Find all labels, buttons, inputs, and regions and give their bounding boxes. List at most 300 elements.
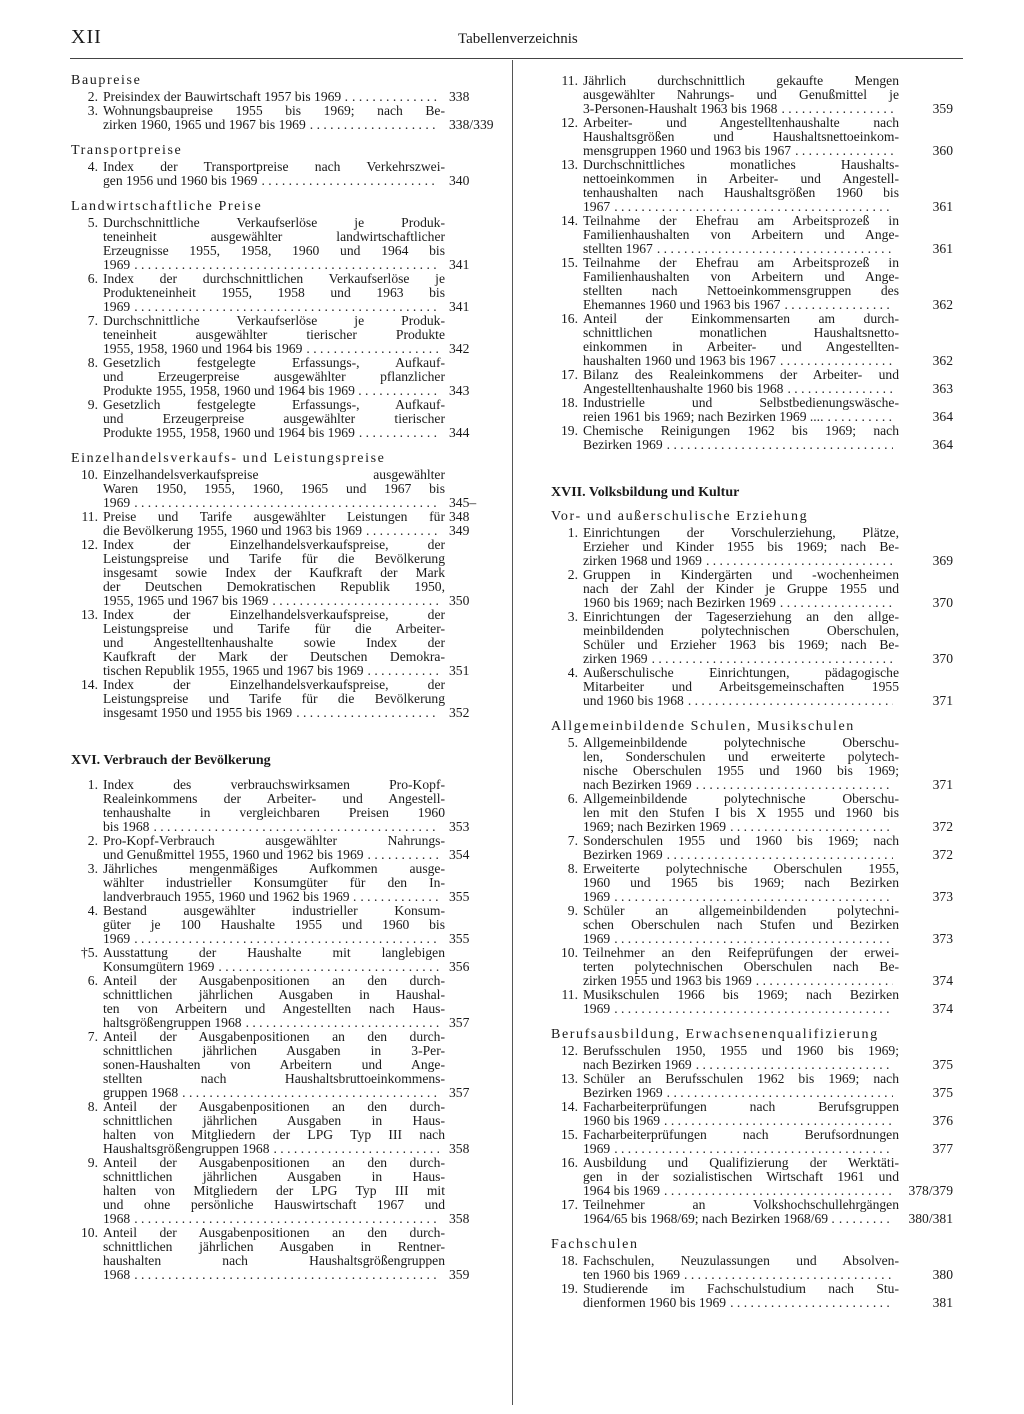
toc-group	[71, 73, 494, 132]
leader-dots	[134, 1212, 439, 1226]
leader-dots	[706, 554, 893, 568]
entry-number: 4.	[87, 159, 98, 174]
entry-number: 4.	[87, 903, 98, 918]
entry-title-line: ten von Arbeitern und Angestellten nach Haus-	[103, 1001, 445, 1016]
group-heading: Allgemeinbildende Schulen, Musikschulen	[551, 719, 855, 734]
entry-title-text: Preisindex der Bauwirtschaft 1957 bis 1969 .	[103, 89, 349, 104]
entry-title-line: schnittlichen jährlichen Ausgaben in Rentner-	[103, 1239, 445, 1254]
entry-title-line	[583, 1085, 953, 1100]
entry-title-line: Anteil der Ausgabenpositionen an den durch-	[103, 1225, 445, 1240]
entry-number: 12.	[561, 1043, 578, 1058]
entry-title-line	[583, 553, 953, 568]
entry-title-line: schnittlichen jährlichen Ausgaben in 3-Per-	[103, 1043, 445, 1058]
entry-title-line	[583, 1057, 953, 1072]
entry-title-line: der Deutschen Demokratischen Republik 1950,	[103, 579, 445, 594]
page-reference: 361	[932, 241, 953, 256]
column-divider	[512, 60, 513, 1405]
leader-dots	[360, 890, 439, 904]
section-title: XVI. Verbrauch der Bevölkerung	[71, 753, 271, 768]
page-reference: 374	[932, 1001, 953, 1016]
entry-title-line	[103, 847, 470, 862]
entry-title-line	[103, 593, 470, 608]
entry-title-line	[103, 383, 470, 398]
entry-title-text: Angestelltenhaushalte 1960 bis 1968	[583, 381, 784, 396]
page-reference: 369	[932, 553, 953, 568]
entry-title-line: Chemische Reinigungen 1962 bis 1969; nach	[583, 423, 899, 438]
entry-title-line	[103, 705, 470, 720]
leader-dots	[614, 1142, 893, 1156]
toc-entry	[551, 213, 953, 256]
page-reference: 362	[932, 297, 953, 312]
entry-title-text: Bezirken 1969	[583, 1085, 663, 1100]
leader-dots	[134, 300, 439, 314]
entry-title-line: Durchschnittliche Verkaufserlöse je Produk-	[103, 313, 445, 328]
leader-dots	[366, 524, 439, 538]
entry-title-line: Index des verbrauchswirksamen Pro-Kopf-	[103, 777, 445, 792]
page-reference: 355	[449, 931, 470, 946]
page-reference: 364	[932, 437, 953, 452]
entry-title-line: Allgemeinbildende polytechnische Oberschu-	[583, 735, 899, 750]
entry-title-line: Durchschnittliches monatliches Haushalts-	[583, 157, 899, 172]
entry-number: 2.	[567, 567, 578, 582]
entry-title-line: Familienhaushalten von Arbeitern und Ange-	[583, 269, 899, 284]
entry-number: 18.	[561, 1253, 578, 1268]
continued-entries	[551, 74, 961, 452]
toc-group	[71, 143, 470, 188]
entry-title-line: Ausstattung der Haushalte mit langlebigen	[103, 945, 445, 960]
entry-title-text: dienformen 1960 bis 1969	[583, 1295, 727, 1310]
entry-title-line: Waren 1950, 1955, 1960, 1965 und 1967 bis	[103, 481, 445, 496]
entry-title-line	[583, 437, 953, 452]
entry-title-line: Index der durchschnittlichen Verkaufserlöse je	[103, 271, 445, 286]
entry-title-line: Gesetzlich festgelegte Erfassungs-, Aufkauf-	[103, 355, 445, 370]
entry-title-line	[103, 959, 470, 974]
page-reference: 376	[932, 1113, 953, 1128]
toc-entry	[551, 1253, 953, 1282]
toc-group	[71, 451, 477, 720]
group-heading: Berufsausbildung, Erwachsenenqualifizierung	[551, 1027, 879, 1042]
toc-entry	[71, 903, 470, 946]
leader-dots	[756, 974, 893, 988]
entry-title-line: Anteil der Ausgabenpositionen an den durch-	[103, 973, 445, 988]
entry-title-line: Familienhaushalten von Arbeitern und Ange-	[583, 227, 899, 242]
entry-title-text: gen 1956 und 1960 bis 1969	[103, 173, 258, 188]
entry-title-line	[583, 143, 953, 158]
leader-dots	[261, 174, 439, 188]
entry-title-line: Fachschulen, Neuzulassungen und Absolven-	[583, 1253, 899, 1268]
toc-entry	[551, 367, 953, 396]
entry-title-line: Anteil der Ausgabenpositionen an den durch-	[103, 1155, 445, 1170]
entry-title-line: Ausbildung und Qualifizierung der Werktäti-	[583, 1155, 899, 1170]
entry-title-line: Index der Transportpreise nach Verkehrszwei-	[103, 159, 445, 174]
entry-number: 7.	[87, 1029, 98, 1044]
left-column	[71, 73, 494, 1282]
entry-title-line: und ohne persönliche Hauswirtschaft 1967 und	[103, 1197, 445, 1212]
leader-dots	[652, 652, 893, 666]
entry-title-line: Produkteneinheit 1955, 1958 und 1963 bis	[103, 285, 445, 300]
entry-title-line	[103, 1211, 470, 1226]
leader-dots	[372, 384, 439, 398]
toc-entry	[71, 777, 470, 834]
entry-title-line: stellten nach Nettoeinkommensgruppen des	[583, 283, 899, 298]
entry-title-line: len mit den Stufen I bis X 1955 und 1960 bis	[583, 805, 899, 820]
entry-title-line	[583, 199, 953, 214]
leader-dots	[664, 1114, 893, 1128]
group-heading: Fachschulen	[551, 1237, 639, 1252]
entry-title-line: Haushaltsgrößen und Haushaltsnettoeinkom-	[583, 129, 899, 144]
entry-title-text: 1964/65 bis 1968/69; nach Bezirken 1968/69 .	[583, 1211, 835, 1226]
leader-dots	[688, 694, 893, 708]
entry-number: 17.	[561, 367, 578, 382]
page-reference: 340	[449, 173, 470, 188]
toc-group	[551, 1028, 961, 1226]
entry-title-line: schnittlichen jährlichen Ausgaben in Haus-	[103, 1169, 445, 1184]
entry-title-line: Studierende im Fachschulstudium nach Stu-	[583, 1281, 899, 1296]
entry-title-text: Konsumgütern 1969	[103, 959, 215, 974]
entry-number: 15.	[561, 1127, 578, 1142]
leader-dots	[368, 848, 439, 862]
page-reference: 343	[449, 383, 470, 398]
entry-title-line: Bestand ausgewählter industrieller Konsum-	[103, 903, 445, 918]
entry-title-line: Pro-Kopf-Verbrauch ausgewählter Nahrungs-	[103, 833, 445, 848]
toc-entry	[551, 1281, 953, 1310]
entry-title-line	[583, 693, 953, 708]
toc-entry	[71, 159, 470, 188]
leader-dots	[827, 410, 893, 424]
entry-number: 12.	[81, 537, 98, 552]
entry-title-line	[583, 409, 953, 424]
leader-dots	[310, 118, 439, 132]
entry-title-line: stellten nach Haushaltsbruttoeinkommens-	[103, 1071, 445, 1086]
leader-dots	[664, 1184, 893, 1198]
entry-title-text: landverbrauch 1955, 1960 und 1962 bis 1969 .	[103, 889, 357, 904]
entry-title-line	[103, 523, 470, 538]
page-reference: 350	[449, 593, 470, 608]
toc-entry	[71, 103, 494, 132]
entry-title-line: Kaufkraft der Mark der Deutschen Demokra-	[103, 649, 445, 664]
entry-number: 4.	[567, 665, 578, 680]
entry-number: 12.	[561, 115, 578, 130]
leader-dots	[272, 594, 439, 608]
entry-title-line: ausgewählter Nahrungs- und Genußmittel je	[583, 87, 899, 102]
toc-entry	[551, 791, 953, 834]
page-reference: 361	[932, 199, 953, 214]
page-reference: 349	[449, 523, 470, 538]
entry-title-text: Haushaltsgrößengruppen 1968	[103, 1141, 270, 1156]
entry-title-text: gruppen 1968	[103, 1085, 179, 1100]
entry-number: 13.	[561, 157, 578, 172]
entry-title-line	[583, 1295, 953, 1310]
leader-dots	[696, 778, 893, 792]
leader-dots	[153, 820, 439, 834]
entry-title-text: 1955, 1958, 1960 und 1964 bis 1969	[103, 341, 303, 356]
entry-title-line: Jährlich durchschnittlich gekaufte Mengen	[583, 73, 899, 88]
group-heading: Transportpreise	[71, 143, 183, 158]
toc-entry	[71, 833, 470, 862]
toc-entry	[551, 423, 953, 452]
entry-number: 17.	[561, 1197, 578, 1212]
entry-number: 3.	[87, 861, 98, 876]
toc-entry	[71, 313, 470, 356]
entry-number: 10.	[561, 945, 578, 960]
entry-title-text: 1967	[583, 199, 611, 214]
entry-title-line: Preise und Tarife ausgewählter Leistungen für	[103, 509, 445, 524]
page-reference: 351	[449, 663, 470, 678]
entry-number: 9.	[87, 397, 98, 412]
page-reference: 359	[932, 101, 953, 116]
group-heading: Landwirtschaftliche Preise	[71, 199, 263, 214]
entry-title-text: 3-Personen-Haushalt 1963 bis 1968	[583, 101, 778, 116]
toc-entry	[551, 1043, 953, 1072]
page-reference: 357	[449, 1085, 470, 1100]
leader-dots	[134, 1268, 439, 1282]
entry-title-line: Index der Einzelhandelsverkaufspreise, der	[103, 607, 445, 622]
toc-entry	[551, 1071, 953, 1100]
leader-dots	[667, 1086, 893, 1100]
leader-dots	[657, 242, 893, 256]
entry-title-line	[583, 819, 953, 834]
leader-dots	[667, 438, 893, 452]
entry-title-text: 1969	[583, 1001, 611, 1016]
entry-title-line	[583, 1211, 953, 1226]
page-reference: 342	[449, 341, 470, 356]
entry-title-line: insgesamt sowie Index der Kaufkraft der Mark	[103, 565, 445, 580]
page-number: XII	[71, 26, 102, 48]
page-reference: 375	[932, 1057, 953, 1072]
group-heading: Baupreise	[71, 73, 142, 88]
entry-title-line	[103, 1267, 470, 1282]
leader-dots	[306, 342, 439, 356]
entry-title-line: Erzieher und Kinder 1955 bis 1969; nach Be-	[583, 539, 899, 554]
entry-title-line: schnittlichen monatlichen Haushaltsnetto-	[583, 325, 899, 340]
leader-dots	[784, 298, 893, 312]
toc-entry	[551, 1197, 953, 1226]
entry-title-line: terten polytechnischen Oberschulen nach Be-	[583, 959, 899, 974]
entry-title-line: schen Oberschulen nach Stufen und Bezirken	[583, 917, 899, 932]
toc-entry	[71, 1155, 470, 1226]
entry-title-line	[583, 297, 953, 312]
leader-dots	[359, 426, 439, 440]
entry-number: 14.	[561, 1099, 578, 1114]
toc-entry	[71, 355, 470, 398]
entry-title-line	[583, 1001, 953, 1016]
entry-title-line	[103, 117, 494, 132]
entry-title-text: 1960 bis 1969	[583, 1113, 661, 1128]
entry-title-line: nische Oberschulen 1955 und 1960 bis 1969;	[583, 763, 899, 778]
entry-title-line: wählter industrieller Konsumgüter für den In-	[103, 875, 445, 890]
entry-title-text: nach Bezirken 1969	[583, 1057, 692, 1072]
page-reference: 363	[932, 381, 953, 396]
toc-entry	[551, 609, 953, 666]
entry-title-line: und Angestelltenhaushalte sowie Index der	[103, 635, 445, 650]
entry-title-text: und 1960 bis 1968	[583, 693, 684, 708]
entry-number: 1.	[567, 525, 578, 540]
entry-title-text: 1969	[103, 257, 131, 272]
entry-title-line	[583, 1183, 953, 1198]
leader-dots	[134, 258, 439, 272]
entry-title-text: 1969	[583, 931, 611, 946]
leader-dots	[218, 960, 439, 974]
toc-entry	[71, 973, 470, 1030]
entry-title-line: Index der Einzelhandelsverkaufspreise, der	[103, 537, 445, 552]
toc-entry	[551, 395, 953, 424]
entry-title-text: 1969	[103, 931, 131, 946]
entry-title-line: Anteil der Einkommensarten am durch-	[583, 311, 899, 326]
entry-title-text: tischen Republik 1955, 1965 und 1967 bis 1969	[103, 663, 364, 678]
leader-dots	[780, 354, 893, 368]
entry-title-line: Realeinkommens der Arbeiter- und Angestell-	[103, 791, 445, 806]
entry-title-line: Leistungspreise und Tarife für die Arbeiter-	[103, 621, 445, 636]
entry-title-text: 1969	[103, 299, 131, 314]
toc-entry	[551, 903, 953, 946]
entry-title-text: reien 1961 bis 1969; nach Bezirken 1969 ....	[583, 409, 824, 424]
entry-title-line: haushalten nach Haushaltsgrößengruppen	[103, 1253, 445, 1268]
entry-title-line	[103, 89, 470, 104]
page-reference: 356	[449, 959, 470, 974]
entry-title-text: insgesamt 1950 und 1955 bis 1969	[103, 705, 293, 720]
entry-title-line	[103, 1085, 470, 1100]
entry-number: 18.	[561, 395, 578, 410]
leader-dots	[780, 596, 893, 610]
leader-dots	[730, 1296, 893, 1310]
entry-title-text: 1969	[103, 495, 131, 510]
entry-number: 8.	[567, 861, 578, 876]
entry-title-text: die Bevölkerung 1955, 1960 und 1963 bis 1969	[103, 523, 363, 538]
entry-title-line: tenhaushalte in vergleichbaren Preisen 1960	[103, 805, 445, 820]
entry-title-text: 1964 bis 1969	[583, 1183, 661, 1198]
entry-title-line: teneinheit ausgewählter landwirtschaftlicher	[103, 229, 445, 244]
leader-dots	[667, 848, 893, 862]
entry-title-line: tenhaushalten nach Haushaltsgrößen 1960 bis	[583, 185, 899, 200]
entry-title-text: 1969; nach Bezirken 1969	[583, 819, 727, 834]
leader-dots	[684, 1268, 893, 1282]
page-reference: 372	[932, 819, 953, 834]
entry-title-line	[583, 1267, 953, 1282]
entry-title-line: Einzelhandelsverkaufspreise ausgewählter	[103, 467, 445, 482]
entry-title-line: und Erzeugerpreise ausgewählter tierischer	[103, 411, 445, 426]
entry-title-line: Arbeiter- und Angestelltenhaushalte nach	[583, 115, 899, 130]
entry-title-line	[583, 1141, 953, 1156]
entry-title-line	[583, 1113, 953, 1128]
entry-title-text: haushalten 1960 und 1963 bis 1967	[583, 353, 776, 368]
leader-dots	[795, 144, 893, 158]
entry-title-line: len, Sonderschulen und erweiterte polytech-	[583, 749, 899, 764]
entry-number: 10.	[81, 467, 98, 482]
entry-number: 9.	[567, 903, 578, 918]
leader-dots	[839, 1212, 893, 1226]
entry-title-line: Gesetzlich festgelegte Erfassungs-, Aufkauf-	[103, 397, 445, 412]
page-reference: 371	[932, 693, 953, 708]
entry-number: 8.	[87, 1099, 98, 1114]
entry-title-line	[583, 353, 953, 368]
page-reference: 358	[449, 1211, 470, 1226]
entry-title-text: stellten 1967	[583, 241, 653, 256]
page-reference: 360	[932, 143, 953, 158]
toc-entry	[551, 861, 953, 904]
page-reference: 352	[449, 705, 470, 720]
entry-number: 13.	[81, 607, 98, 622]
toc-entry	[71, 1029, 470, 1100]
entry-title-line	[103, 1141, 470, 1156]
page-reference: 380/381	[908, 1211, 953, 1226]
leader-dots	[352, 90, 439, 104]
toc-entry	[551, 255, 953, 312]
page-reference: 341	[449, 299, 470, 314]
page-reference: 364	[932, 409, 953, 424]
entry-title-line: Musikschulen 1966 bis 1969; nach Bezirken	[583, 987, 899, 1002]
page-reference: 358	[449, 1141, 470, 1156]
entry-title-text: nach Bezirken 1969	[583, 777, 692, 792]
entry-number: †5.	[81, 945, 98, 960]
leader-dots	[134, 932, 439, 946]
entry-title-line	[103, 425, 470, 440]
entry-title-line: gen in der sozialistischen Wirtschaft 1961 und	[583, 1169, 899, 1184]
leader-dots	[182, 1086, 439, 1100]
entry-title-text: 1960 bis 1969; nach Bezirken 1969	[583, 595, 776, 610]
page-reference: 341	[449, 257, 470, 272]
entry-title-text: 1969	[583, 1141, 611, 1156]
entry-title-line: Sonderschulen 1955 und 1960 bis 1969; nach	[583, 833, 899, 848]
toc-entry	[551, 567, 953, 610]
page-reference: 374	[932, 973, 953, 988]
toc-entry	[551, 665, 953, 708]
entry-number: 6.	[567, 791, 578, 806]
entry-title-text: 1968	[103, 1267, 131, 1282]
toc-entry	[551, 735, 953, 792]
entry-title-line	[103, 341, 470, 356]
toc-entry	[551, 833, 953, 862]
entry-number: 6.	[87, 973, 98, 988]
entry-title-line: schnittlichen jährlichen Ausgaben in Haus-	[103, 1113, 445, 1128]
entry-number: 1.	[87, 777, 98, 792]
entry-title-line	[103, 1015, 470, 1030]
page-reference: 377	[932, 1141, 953, 1156]
toc-entry	[71, 509, 470, 538]
leader-dots	[696, 1058, 893, 1072]
entry-title-line	[583, 973, 953, 988]
entry-title-line: Bilanz des Realeinkommens der Arbeiter- und	[583, 367, 899, 382]
entry-number: 16.	[561, 1155, 578, 1170]
leader-dots	[274, 1142, 440, 1156]
entry-title-text: mensgruppen 1960 und 1963 bis 1967	[583, 143, 792, 158]
entry-title-line: Facharbeiterprüfungen nach Berufsordnungen	[583, 1127, 899, 1142]
toc-group	[551, 510, 961, 708]
page-reference: 372	[932, 847, 953, 862]
toc-entry	[551, 945, 953, 988]
entry-title-line: und Erzeugerpreise ausgewählter pflanzlicher	[103, 369, 445, 384]
page-reference: 357	[449, 1015, 470, 1030]
toc-entry	[551, 115, 953, 158]
entry-title-line: Berufsschulen 1950, 1955 und 1960 bis 1969;	[583, 1043, 899, 1058]
entry-title-text: zirken 1968 und 1969	[583, 553, 702, 568]
entry-title-line	[583, 241, 953, 256]
toc-entry	[551, 73, 953, 116]
toc-entry	[551, 525, 953, 568]
entry-title-text: und Genußmittel 1955, 1960 und 1962 bis 1969	[103, 847, 364, 862]
entry-number: 3.	[567, 609, 578, 624]
entry-title-line	[103, 663, 470, 678]
toc-entry	[71, 1225, 470, 1282]
entry-number: 2.	[87, 89, 98, 104]
toc-group	[71, 199, 470, 440]
page-reference: 353	[449, 819, 470, 834]
toc-entry	[71, 677, 470, 720]
page-reference: 373	[932, 931, 953, 946]
right-column	[551, 74, 961, 1322]
entry-title-line: schnittlichen jährlichen Ausgaben in Haushal-	[103, 987, 445, 1002]
page-reference: 370	[932, 651, 953, 666]
entry-number: 14.	[81, 677, 98, 692]
